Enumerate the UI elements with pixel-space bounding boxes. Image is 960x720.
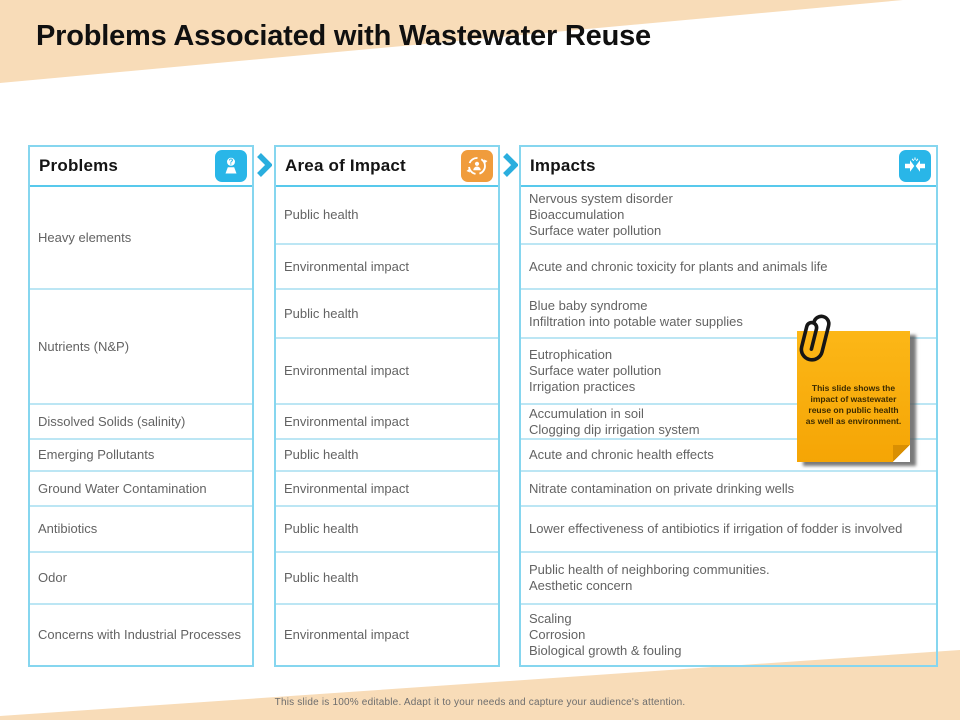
impact-cell [521,472,936,507]
impact-cell-text: Irrigation practices [529,379,636,394]
area-cell-text: Environmental impact [284,413,409,429]
problem-cell-text: Concerns with Industrial Processes [38,627,242,642]
svg-text:?: ? [228,157,234,167]
page-title: Problems Associated with Wastewater Reuse [36,20,651,52]
problem-cell-text: Odor [38,570,67,585]
impact-cell-text: Clogging dip irrigation system [529,421,700,437]
area-cell [276,245,498,290]
note-fold [893,445,910,462]
chevron-right-icon [500,153,520,177]
problems-header [30,147,252,187]
problem-cell [30,507,252,553]
problem-cell [30,440,252,472]
problem-cell [30,605,252,665]
impact-cell-text: Corrosion [529,627,586,642]
impact-cell-text: Public health of neighboring communities. [529,562,770,577]
person-question-icon [215,150,247,182]
converging-arrows-icon [899,150,931,182]
impact-cell-text: Biological growth & fouling [529,643,682,658]
problem-cell [30,553,252,605]
sticky-note-text: This slide shows the impact of wastewater reuse on public health as well as environment. [805,383,902,426]
impact-cell-text: Surface water pollution [529,363,662,378]
impact-cell [521,507,936,553]
area-cell-text: Public health [284,570,359,585]
chevron-right-icon [254,153,274,177]
problem-cell-text: Nutrients (N&P) [38,338,130,354]
area-cell [276,339,498,405]
problems-header-label: Problems [39,156,119,175]
area-of-impact-column [274,145,500,667]
area-cell [276,440,498,472]
impact-cell [521,553,936,605]
impact-cell-text: Acute and chronic health effects [529,447,714,462]
impact-cell-text: Surface water pollution [529,223,662,238]
person-recycle-icon [461,150,493,182]
impact-cell-text: Nitrate contamination on private drinking wells [529,480,795,496]
impact-cell [521,245,936,290]
problems-column [28,145,254,667]
area-cell-text: Public health [284,447,359,462]
area-cell [276,290,498,339]
problem-cell-text: Emerging Pollutants [38,447,155,462]
area-cell-text: Environmental impact [284,363,409,378]
area-cell [276,507,498,553]
impact-cell-text: Scaling [529,611,572,626]
impact-cell-text: Aesthetic concern [529,578,633,593]
problem-cell [30,405,252,440]
area-cell-text: Public health [284,305,359,321]
impact-cell-text: Lower effectiveness of antibiotics if irrigation of fodder is involved [529,521,903,536]
area-of-impact-header-label: Area of Impact [285,156,406,175]
area-cell-text: Environmental impact [284,480,409,496]
problem-cell-text: Dissolved Solids (salinity) [38,413,186,429]
area-cell-text: Public health [284,207,359,222]
area-of-impact-rows [276,187,498,665]
impacts-header [521,147,936,187]
problem-cell-text: Heavy elements [38,229,132,245]
area-cell [276,553,498,605]
area-cell [276,472,498,507]
area-of-impact-header [276,147,498,187]
problem-cell-text: Ground Water Contamination [38,480,207,496]
impact-cell-text: Blue baby syndrome [529,297,648,313]
problem-cell [30,290,252,405]
impact-cell [521,187,936,245]
impact-cell [521,605,936,665]
area-cell [276,405,498,440]
problem-cell [30,187,252,290]
problem-cell [30,472,252,507]
area-cell [276,605,498,665]
impact-cell-text: Infiltration into potable water supplies [529,313,743,329]
footer-text: This slide is 100% editable. Adapt it to your needs and capture your audience's attention. [274,697,686,708]
impact-cell-text: Acute and chronic toxicity for plants and animals life [529,258,828,274]
problems-rows [30,187,252,665]
area-cell-text: Public health [284,521,359,536]
area-cell-text: Environmental impact [284,258,409,274]
impact-cell-text: Accumulation in soil [529,405,644,421]
area-cell [276,187,498,245]
impact-cell-text: Nervous system disorder [529,191,673,206]
impacts-header-label: Impacts [530,156,596,175]
problem-cell-text: Antibiotics [38,521,98,536]
impact-cell-text: Eutrophication [529,347,613,362]
area-cell-text: Environmental impact [284,627,409,642]
impact-cell-text: Bioaccumulation [529,207,625,222]
